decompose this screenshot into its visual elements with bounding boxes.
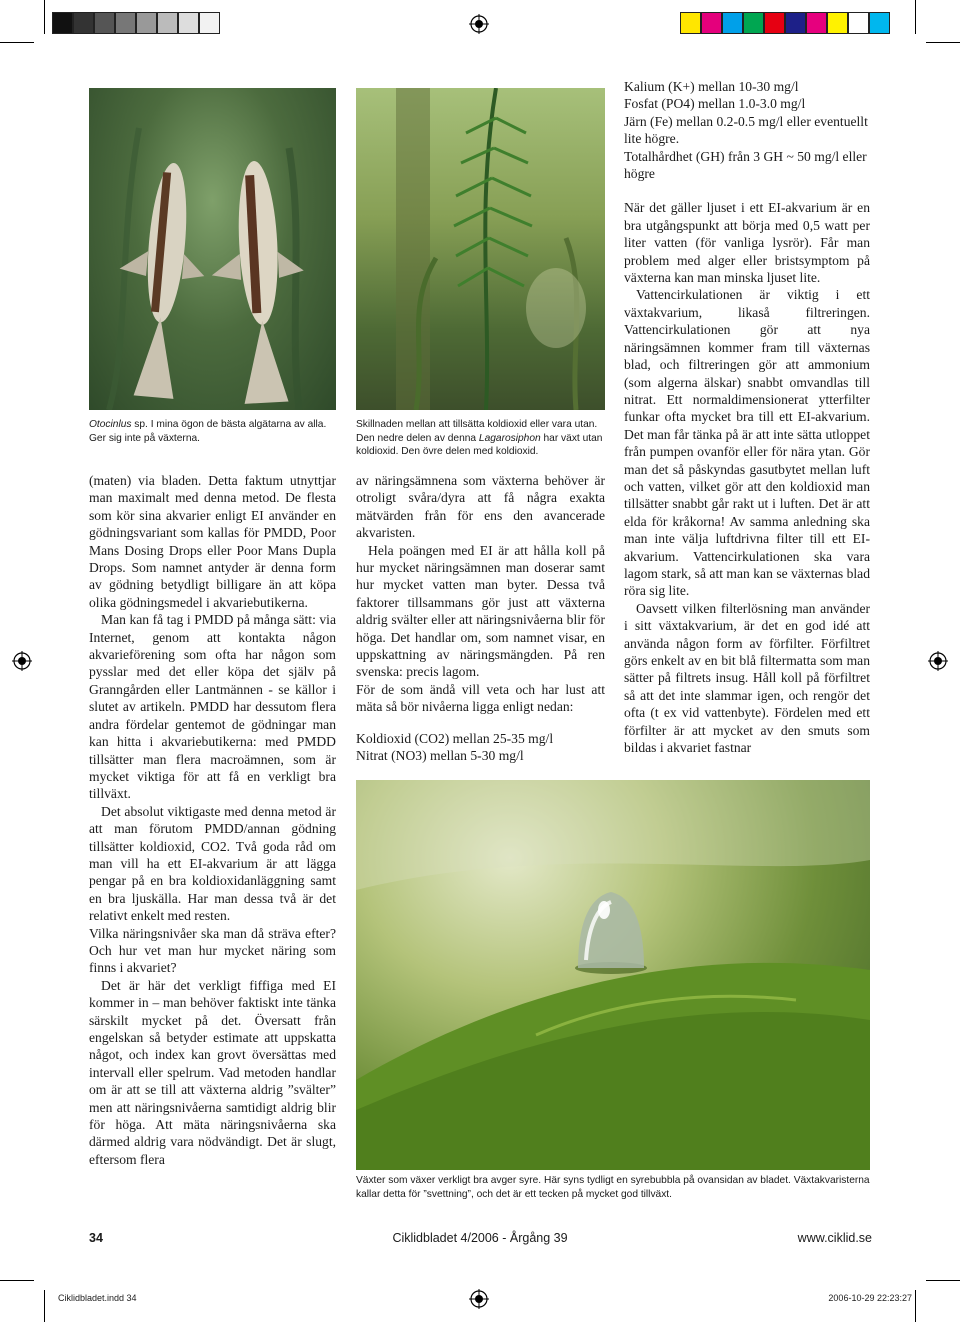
article-column-3 xyxy=(624,78,870,756)
paragraph: Man kan få tag i PMDD på många sätt: via Internet, genom att kontakta någon akvarieförening som ofta har någon som pysslar med det eller köpa det själv på Granngården eller Lantmännen - se källor i slutet av artikeln. PMDD har dessutom flera andra fördelar gentemot de gödningar man kan hitta i akvariebutikerna: med PMDD tillsätter man flera macroämnen, som är mycket viktiga för att få en verkligt bra tillväxt. xyxy=(89,612,336,802)
gray-swatch xyxy=(136,12,157,34)
color-swatch xyxy=(680,12,701,34)
paragraph: Det är här det verkligt fiffiga med EI kommer in – man behöver faktiskt inte tänka särskilt mycket på det. Översatt från engelskan så betyder estimate att uppskatta något, och index kan grovt översättas med intervall eller spelrum. Vad metoden handlar om är att se till att växterna aldrig ”svälter” men att näringsnivåerna samtidigt aldrig blir för höga. Att mäta näringsnivåerna ska därmed aldrig vara nödvändigt. Det är slugt, eftersom flera xyxy=(89,977,336,1167)
paragraph: av näringsämnena som växterna behöver är otroligt svåra/dyra att få några exakta mätvärden från för ens den avancerade akvaristen. xyxy=(356,473,605,541)
registration-mark-icon xyxy=(469,14,489,34)
article-column-1 xyxy=(89,472,336,1168)
paragraph: Oavsett vilken filterlösning man använder i sitt växtakvarium, är det en god idé att använda någon form av förfilter. Förfiltret görs enkelt av en bit blå filtermatta som man sätter på filtrets insug. Håll koll på förfiltret så att det inte slammar igen, och rengör det ofta (t ex vid vattenbyte). Fördelen med ett förfilter är att mycket av den smuts som bildas i akvariet fastnar xyxy=(624,600,870,756)
crop-mark xyxy=(44,0,45,34)
paragraph: För de som ändå vill veta och har lust att mäta så bör nivåerna ligga enligt nedan: xyxy=(356,681,605,715)
nutrient-level: Nitrat (NO3) mellan 5-30 mg/l xyxy=(356,748,524,764)
color-swatch xyxy=(722,12,743,34)
color-swatch xyxy=(848,12,869,34)
color-swatch xyxy=(827,12,848,34)
lagarosiphon-photo xyxy=(356,88,605,410)
gray-swatch xyxy=(52,12,73,34)
nutrient-level: Fosfat (PO4) mellan 1.0-3.0 mg/l xyxy=(624,96,806,112)
nutrient-level: Järn (Fe) mellan 0.2-0.5 mg/l eller eventuellt lite högre. xyxy=(624,113,868,147)
color-swatch xyxy=(785,12,806,34)
bubble-photo-caption: Växter som växer verkligt bra avger syre. Här syns tydligt en syrebubbla på ovansidan av bladet. Växtakvaristerna kallar detta för ”svettning”, och det är ett tecken på mycket god tillväxt. xyxy=(356,1175,870,1200)
crop-mark xyxy=(0,42,34,43)
registration-mark-icon xyxy=(928,651,948,671)
plant-photo-caption: Skillnaden mellan att tillsätta koldioxid eller vara utan. Den nedre delen av denna Lagarosiphon har växt utan koldioxid. Den övre delen med koldioxid. xyxy=(356,419,603,458)
gray-swatch xyxy=(199,12,220,34)
color-swatch xyxy=(764,12,785,34)
oxygen-bubble-photo xyxy=(356,780,870,1170)
website-link[interactable]: www.ciklid.se xyxy=(797,1231,872,1245)
nutrient-level: Totalhårdhet (GH) från 3 GH ~ 50 mg/l eller högre xyxy=(624,148,867,182)
gray-swatch xyxy=(115,12,136,34)
crop-mark xyxy=(926,1280,960,1281)
paragraph: Det absolut viktigaste med denna metod är att man förutom PMDD/annan gödning tillsätter koldioxid, CO2. Två goda råd om man vill ha ett EI-akvarium är att lägga pengar på en bra koldioxidanläggning samt en bra ljuskälla. Har man dessa två är det relativt enkelt med resten. xyxy=(89,803,336,924)
paragraph: Hela poängen med EI är att hålla koll på hur mycket näringsämnen man doserar samt hur mycket vatten man byter. Dessa två faktorer tillsammans gör just att växterna aldrig svälter eller att näringsnivåerna blir för höga. Det handlar om, som namnet visar, en uppskattning av näringsmängden. På ren svenska: precis lagom. xyxy=(356,542,605,680)
paragraph: När det gäller ljuset i ett EI-akvarium är en bra utgångspunkt att börja med 0,5 watt per liter vatten (för vanliga lysrör). Får man problem med alger eller bristsymptom på växterna kan man minska ljuset lite. xyxy=(624,200,870,286)
crop-mark xyxy=(0,1280,34,1281)
crop-mark xyxy=(915,0,916,34)
gray-swatch xyxy=(178,12,199,34)
nutrient-level: Koldioxid (CO2) mellan 25-35 mg/l xyxy=(356,730,554,746)
nutrient-level: Kalium (K+) mellan 10-30 mg/l xyxy=(624,79,799,94)
article-column-2 xyxy=(356,472,605,765)
registration-mark-icon xyxy=(469,1289,489,1309)
print-timestamp: 2006-10-29 22:23:27 xyxy=(828,1293,912,1303)
fish-photo-caption: Otocinlus sp. I mina ögon de bästa algätarna av alla. Ger sig inte på växterna. xyxy=(89,419,327,444)
registration-mark-icon xyxy=(12,651,32,671)
indesign-file-slug: Ciklidbladet.indd 34 xyxy=(58,1293,137,1303)
color-swatch xyxy=(869,12,890,34)
paragraph: Vilka näringsnivåer ska man då sträva efter? Och hur vet man hur mycket näring som finns i akvariet? xyxy=(89,925,336,976)
color-calibration-bar xyxy=(680,12,890,34)
crop-mark xyxy=(44,1290,45,1322)
gray-swatch xyxy=(94,12,115,34)
page-number: 34 xyxy=(89,1231,103,1245)
color-swatch xyxy=(743,12,764,34)
otocinclus-photo xyxy=(89,88,336,410)
color-swatch xyxy=(806,12,827,34)
magazine-issue: Ciklidbladet 4/2006 - Årgång 39 xyxy=(392,1231,568,1245)
crop-mark xyxy=(915,1290,916,1322)
crop-mark xyxy=(926,42,960,43)
gray-swatch xyxy=(157,12,178,34)
color-swatch xyxy=(701,12,722,34)
grayscale-calibration-bar xyxy=(52,12,220,34)
paragraph: Vattencirkulationen är viktig i ett växtakvarium, likaså filtreringen. Vattencirkulationen gör att nya näringsämnen kommer fram till växternas blad, och filtreringen gör att ammonium (som algerna älskar) snabbt omvandlas till nitrat. Ett normaldimensionerat ytterfilter funkar ofta mycket bra till ett EI-akvarium. Det man får tänka på är att inte sätta utloppet från pumpen ovanför eller för nära ytan. Gör man det så påskyndas gasutbytet mellan luft och vatten, vilket gör att den koldioxid man tillsätter snabbt går rakt ut i luften. Det är att elda för kråkorna! Av samma anledning ska man inte välja luftdrivna filter till ett EI-akvarium. Vattencirkulationen ska vara lagom stark, så att man kan se växternas blad röra sig lite. xyxy=(624,287,870,599)
paragraph: (maten) via bladen. Detta faktum utnyttjar man maximalt med denna metod. De flesta som kör sina akvarier enligt EI använder en gödningsvariant som kallas för PMDD, Poor Mans Dosing Drops eller Poor Mans Dupla Drops. Som namnet antyder är denna form av gödning betydligt billigare än att köpa olika gödningsmedel i akvariebutikerna. xyxy=(89,473,336,610)
gray-swatch xyxy=(73,12,94,34)
